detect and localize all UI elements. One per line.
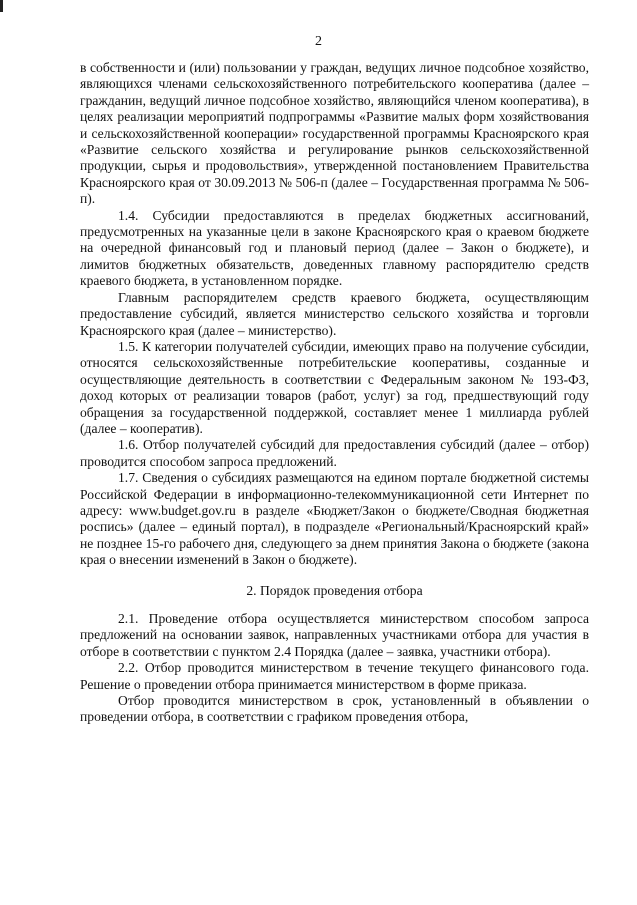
- paragraph-continuation: в собственности и (или) пользовании у граждан, ведущих личное подсобное хозяйство, являющихся членами сельскохозяйственного потребительского кооператива (далее – гражданин, ведущий личное подсобное хозяйство, являющийся членом кооператива), в целях реализации мероприятий подпрограммы «Развитие малых форм хозяйствования и сельскохозяйственной кооперации» государственной программы Красноярского края «Развитие сельского хозяйства и регулирование рынков сельскохозяйственной продукции, сырья и продовольствия», утвержденной постановлением Правительства Красноярского края от 30.09.2013 № 506-п (далее – Государственная программа № 506-п).: [80, 60, 589, 207]
- paragraph-2-1: 2.1. Проведение отбора осуществляется министерством способом запроса предложений на основании заявок, направленных участниками отбора для участия в отборе в соответствии с пунктом 2.4 Порядка (далее – заявка, участники отбора).: [80, 611, 589, 659]
- paragraph-selection-period: Отбор проводится министерством в срок, установленный в объявлении о проведении отбора, в соответствии с графиком проведения отбора,: [80, 693, 589, 725]
- paragraph-1-6: 1.6. Отбор получателей субсидий для предоставления субсидий (далее – отбор) проводится способом запроса предложений.: [80, 437, 589, 469]
- paragraph-2-2: 2.2. Отбор проводится министерством в течение текущего финансового года. Решение о проведении отбора принимается министерством в форме приказа.: [80, 660, 589, 692]
- scan-edge-mark: [0, 0, 3, 12]
- document-body: [80, 60, 589, 726]
- paragraph-1-4: 1.4. Субсидии предоставляются в пределах бюджетных ассигнований, предусмотренных на указанные цели в законе Красноярского края о краевом бюджете на очередной финансовый год и плановый период (далее – Закон о бюджете), и лимитов бюджетных обязательств, доведенных главному распорядителю средств краевого бюджета, в установленном порядке.: [80, 207, 589, 289]
- page-number: 2: [315, 34, 322, 49]
- paragraph-1-7: 1.7. Сведения о субсидиях размещаются на едином портале бюджетной системы Российской Федерации в информационно-телекоммуникационной сети Интернет по адресу: www.budget.gov.ru в разделе «Бюджет/Закон о бюджете/Сводная бюджетная роспись» (далее – единый портал), в подразделе «Региональный/Красноярский край» не позднее 15-го рабочего дня, следующего за днем принятия Закона о бюджете (закона края о внесении изменений в Закон о бюджете).: [80, 470, 589, 568]
- paragraph-1-5: 1.5. К категории получателей субсидии, имеющих право на получение субсидии, относятся сельскохозяйственные потребительские кооперативы, созданные и осуществляющие деятельность в соответствии с Федеральным законом № 193-ФЗ, доход которых от реализации товаров (работ, услуг) за год, предшествующий году обращения за государственной поддержкой, составляет менее 1 миллиарда рублей (далее – кооператив).: [80, 338, 589, 436]
- paragraph-main-distributor: Главным распорядителем средств краевого бюджета, осуществляющим предоставление субсидий, является министерство сельского хозяйства и торговли Красноярского края (далее – министерство).: [80, 289, 589, 338]
- section-heading: 2. Порядок проведения отбора: [246, 582, 423, 598]
